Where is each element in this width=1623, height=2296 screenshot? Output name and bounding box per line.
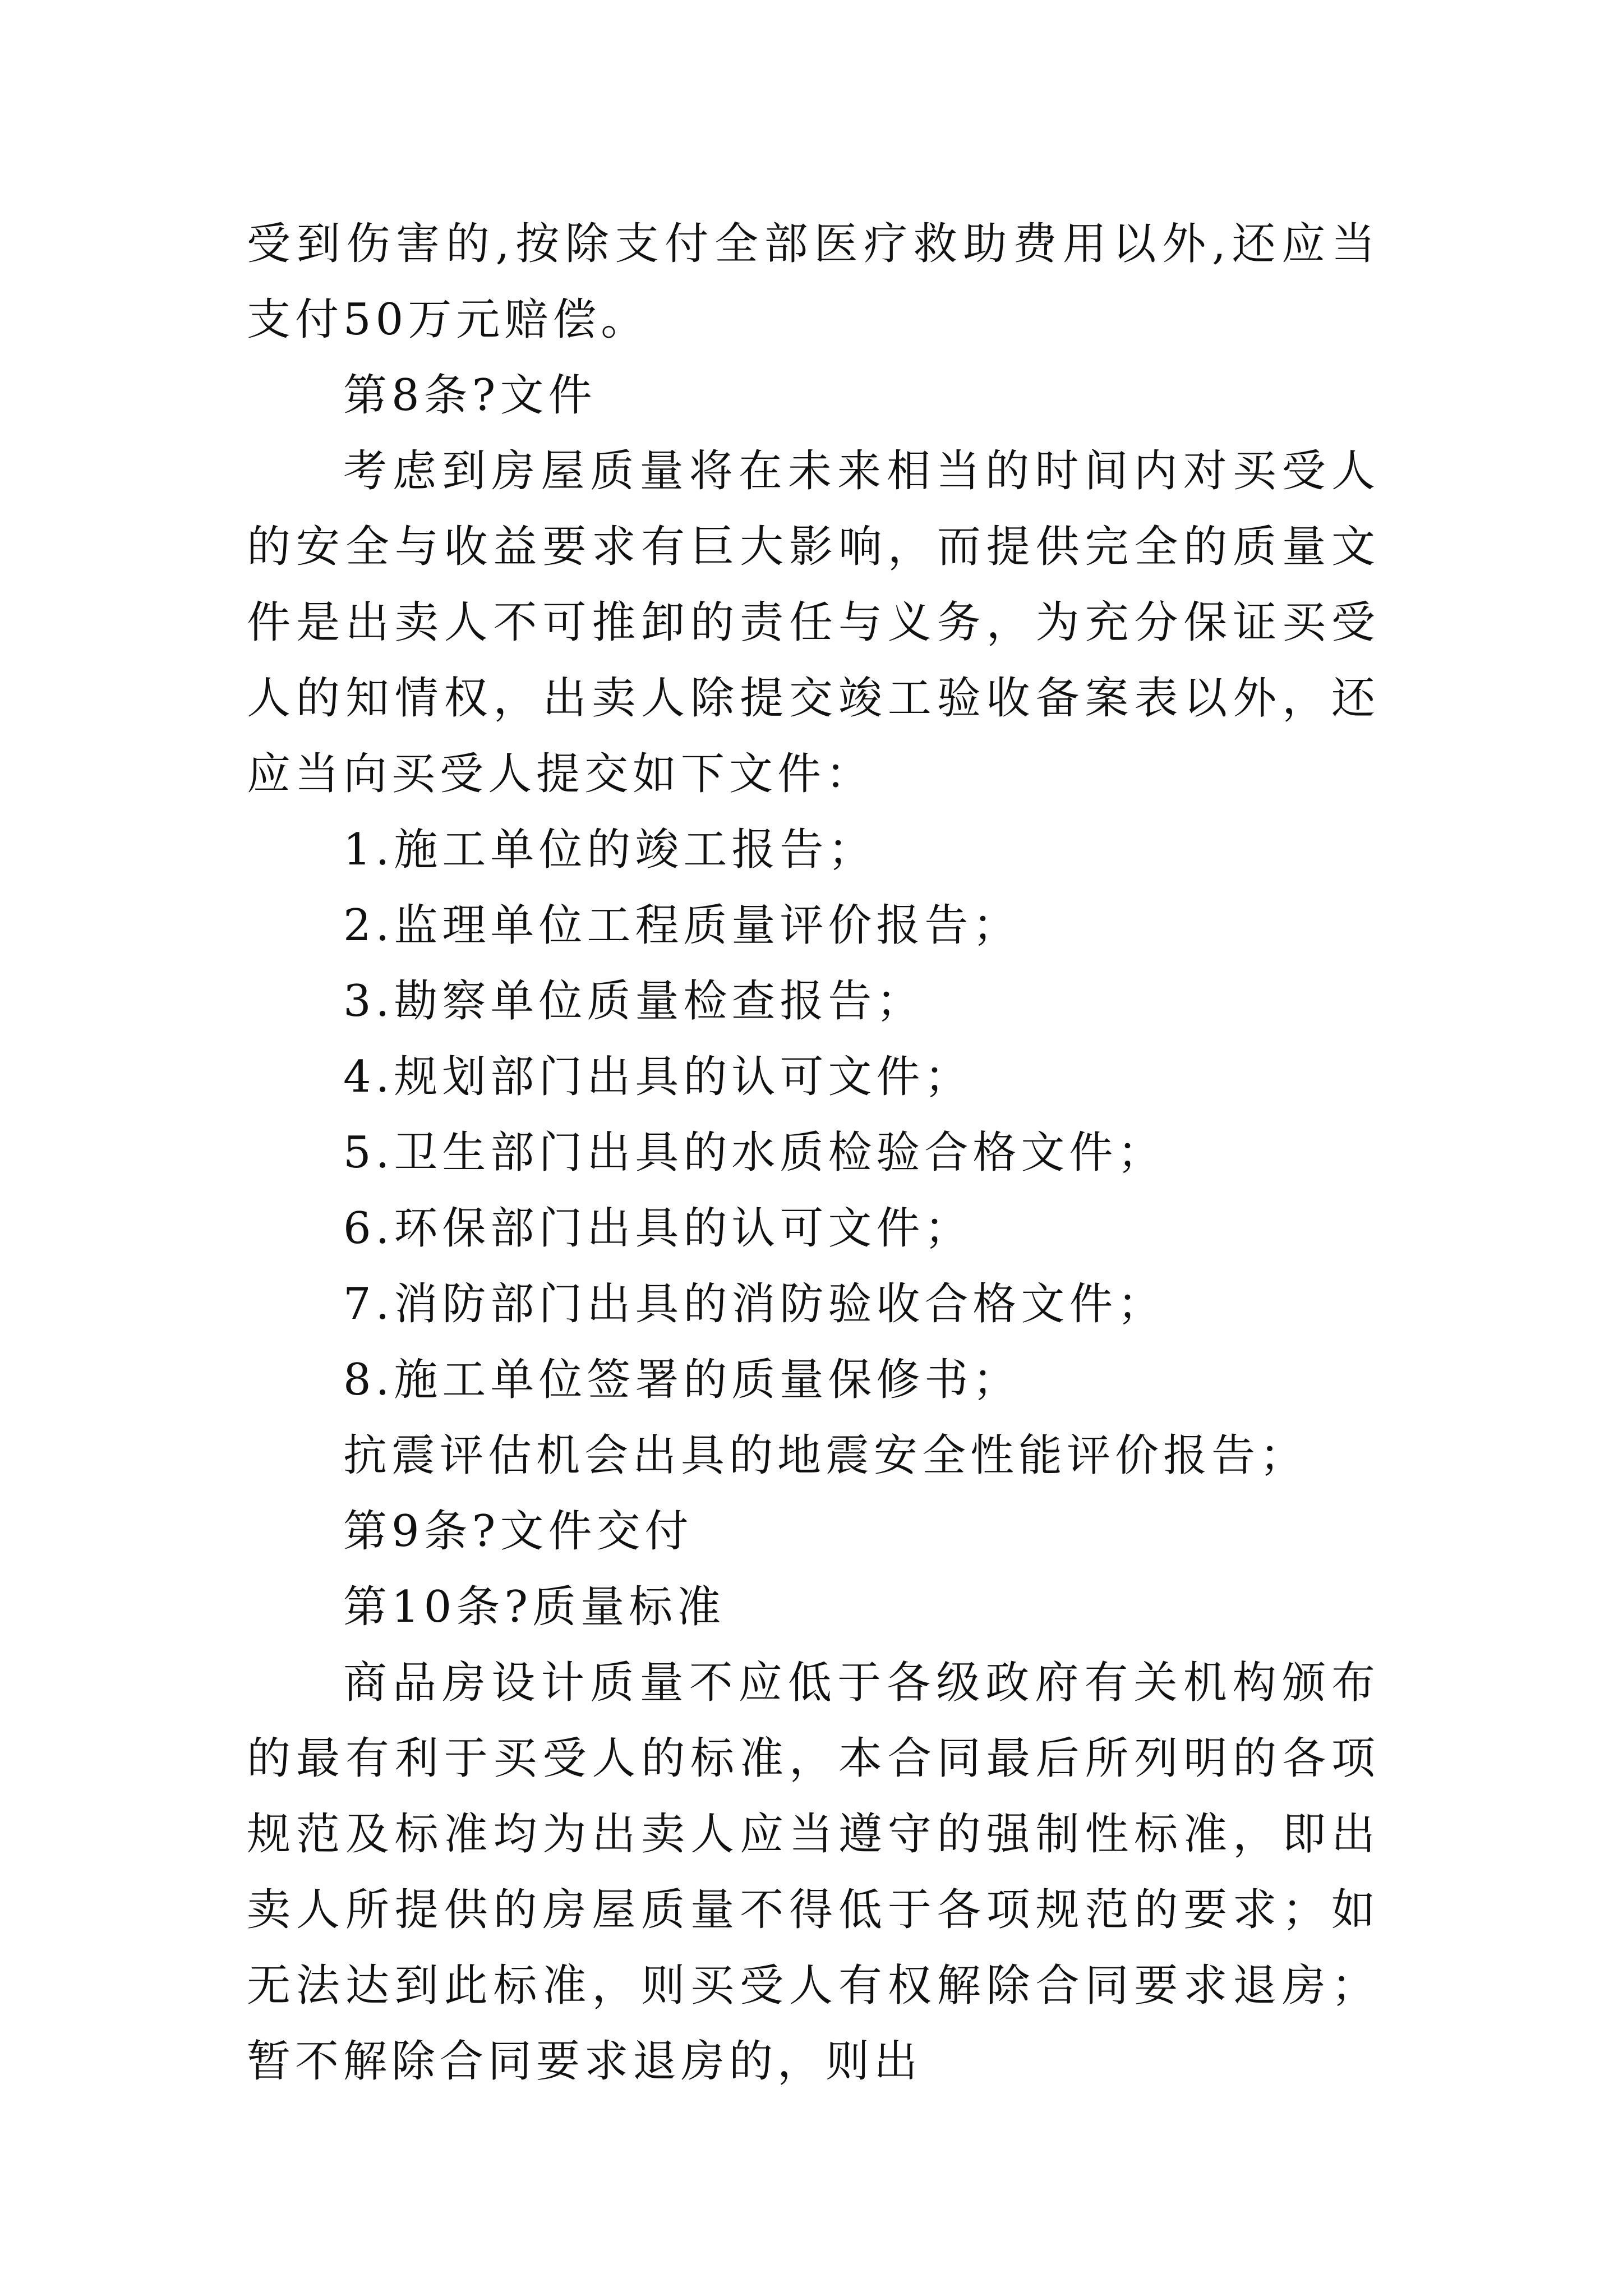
- list-item: 2.监理单位工程质量评价报告；: [343, 900, 1021, 951]
- list-item: 8.施工单位签署的质量保修书；: [343, 1355, 1021, 1405]
- article-10-body: 商品房设计质量不应低于各级政府有关机构颁布的最有利于买受人的标准，本合同最后所列明的各项规范及标准均为出卖人应当遵守的强制性标准，即出卖人所提供的房屋质量不得低于各项规范的要求；如无法达到此标准，则买受人有权解除合同要求退房；暂不解除合同要求退房的，则出: [247, 1658, 1380, 2087]
- list-item: 3.勘察单位质量检查报告；: [343, 976, 925, 1027]
- list-item: 7.消防部门出具的消防验收合格文件；: [343, 1279, 1166, 1329]
- list-item: 抗震评估机会出具的地震安全性能评价报告；: [343, 1430, 1308, 1481]
- article-9-heading: 第9条?文件交付: [343, 1506, 693, 1557]
- list-item: 1.施工单位的竣工报告；: [343, 825, 877, 875]
- paragraph-continuation: 受到伤害的,按除支付全部医疗救助费用以外,还应当支付50万元赔偿。: [247, 219, 1380, 345]
- document-body: [247, 206, 1380, 2100]
- article-8-heading: 第8条?文件: [343, 370, 597, 421]
- article-10-heading: 第10条?质量标准: [343, 1582, 726, 1632]
- list-item: 4.规划部门出具的认可文件；: [343, 1052, 973, 1102]
- article-8-body: 考虑到房屋质量将在未来相当的时间内对买受人的安全与收益要求有巨大影响，而提供完全的质量文件是出卖人不可推卸的责任与义务，为充分保证买受人的知情权，出卖人除提交竣工验收备案表以外，还应当向买受人提交如下文件：: [247, 446, 1380, 799]
- list-item: 5.卫生部门出具的水质检验合格文件；: [343, 1128, 1166, 1178]
- list-item: 6.环保部门出具的认可文件；: [343, 1203, 973, 1254]
